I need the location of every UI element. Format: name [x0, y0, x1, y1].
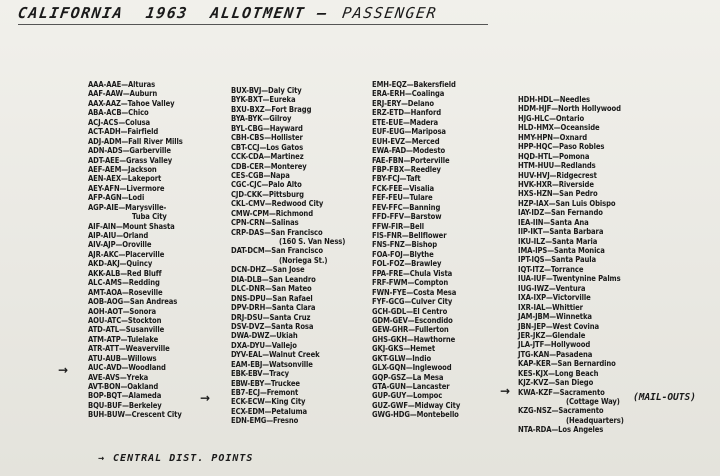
- allotment-entry: AMT-AOA—Roseville: [88, 287, 163, 297]
- allotment-entry: FNS-FNZ—Bishop: [372, 240, 437, 250]
- allotment-entry: EWA-FAD—Modesto: [372, 146, 446, 156]
- allotment-entry: ATR-ATT—Weaverville: [88, 344, 170, 354]
- allotment-entry: BQU-BUF—Berkeley: [88, 400, 162, 410]
- allotment-entry: EUH-EVZ—Merced: [372, 136, 440, 146]
- allotment-entry: ERZ-ETD—Hanford: [372, 108, 442, 118]
- allotment-entry: CJD-CKK—Pittsburg: [231, 189, 304, 199]
- allotment-entry: IAY-IDZ—San Fernando: [518, 208, 603, 218]
- allotment-entry: ABA-ACB—Chico: [88, 108, 149, 118]
- allotment-entry: ADT-AEE—Grass Valley: [88, 155, 173, 165]
- allotment-entry: EBW-EBY—Truckee: [231, 378, 300, 388]
- allotment-entry: ERJ-ERY—Delano: [372, 98, 435, 108]
- arrow-fresno-mark: →: [200, 391, 211, 405]
- allotment-entry: KES-KJX—Long Beach: [518, 368, 599, 378]
- allotment-entry: GCH-GDL—El Centro: [372, 306, 448, 316]
- allotment-entry: AOH-AOT—Sonora: [88, 306, 156, 316]
- allotment-entry: AJR-AKC—Placerville: [88, 249, 165, 259]
- allotment-entry: IUG-IWZ—Ventura: [518, 283, 586, 293]
- central-arrow: →: [98, 453, 106, 464]
- allotment-entry: AKD-AKJ—Quincy: [88, 259, 153, 269]
- allotment-entry: AAF-AAW—Auburn: [88, 89, 158, 99]
- allotment-entry: GLX-GQN—Inglewood: [372, 363, 452, 373]
- allotment-entry: FBP-FBX—Reedley: [372, 164, 441, 174]
- allotment-entry: EB7-ECJ—Fremont: [231, 388, 299, 397]
- allotment-entry: FRF-FWM—Compton: [372, 278, 449, 288]
- allotment-entry: GHS-GKH—Hawthorne: [372, 334, 456, 344]
- allotment-entry: CKL-CMV—Redwood City: [231, 199, 324, 209]
- allotment-entry: GWG-HDG—Montebello: [372, 410, 459, 420]
- allotment-entry: HDM-HJF—North Hollywood: [518, 104, 621, 114]
- allotment-entry: HLD-HMX—Oceanside: [518, 123, 600, 133]
- allotment-entry: CGC-CJC—Palo Alto: [231, 180, 302, 190]
- allotment-entry: ACJ-ACS—Colusa: [88, 117, 151, 127]
- allotment-entry: AKK-ALB—Red Bluff: [88, 268, 162, 278]
- allotment-entry: ALC-AMS—Redding: [88, 278, 160, 288]
- allotment-entry: BUH-BUW—Crescent City: [88, 410, 182, 420]
- allotment-entry: EBK-EBV—Tracy: [231, 369, 290, 379]
- allotment-entry: DIA-DLB—San Leandro: [231, 274, 316, 284]
- allotment-entry: FEV-FFC—Banning: [372, 202, 441, 212]
- allotment-entry: (Cottage Way): [566, 397, 620, 406]
- allotment-entry: AOB-AOG—San Andreas: [88, 297, 178, 307]
- central-dist-label: CENTRAL DIST. POINTS: [113, 453, 254, 464]
- allotment-entry: IMA-IPS—Santa Monica: [518, 246, 605, 255]
- allotment-entry: IIP-IKT—Santa Barbara: [518, 227, 604, 237]
- allotment-entry: ERA-ERH—Coalinga: [372, 89, 445, 99]
- arrow-oakland-mark: →: [58, 363, 69, 377]
- allotment-entry: ACT-ADH—Fairfield: [88, 127, 159, 137]
- allotment-entry: HMY-HPN—Oxnard: [518, 132, 588, 142]
- allotment-entry: BYL-CBG—Hayward: [231, 123, 303, 133]
- allotment-entry: EAM-EBJ—Watsonville: [231, 359, 313, 369]
- allotment-entry: HQD-HTL—Pomona: [518, 151, 590, 161]
- allotment-entry: IPT-IQS—Santa Paula: [518, 255, 596, 265]
- allotment-entry: EDN-EMG—Fresno: [231, 416, 299, 426]
- allotment-entry: FIS-FNR—Bellflower: [372, 231, 447, 240]
- allotment-entry: GDM-GEV—Escondido: [372, 315, 453, 325]
- allotment-entry: BXU-BXZ—Fort Bragg: [231, 104, 312, 114]
- allotment-entry: ECX-EDM—Petaluma: [231, 406, 307, 416]
- allotment-entry: AAX-AAZ—Tahoe Valley: [88, 98, 175, 108]
- allotment-entry: Tuba City: [132, 212, 167, 222]
- column-1: [88, 80, 183, 420]
- allotment-entry: DSV-DVZ—Santa Rosa: [231, 321, 314, 331]
- allotment-entry: KJZ-KVZ—San Diego: [518, 378, 594, 388]
- column-3: [372, 80, 460, 420]
- allotment-entry: HTM-HUU—Redlands: [518, 161, 596, 171]
- allotment-entry: FFW-FIR—Bell: [372, 221, 424, 231]
- allotment-entry: AFP-AGN—Lodi: [88, 193, 145, 203]
- allotment-entry: GUP-GUY—Lompoc: [372, 391, 443, 401]
- allotment-entry: EMH-EQZ—Bakersfield: [372, 80, 456, 89]
- allotment-entry: FOA-FOJ—Blythe: [372, 249, 434, 259]
- allotment-entry: AVT-BON—Oakland: [88, 382, 159, 391]
- allotment-entry: AIP-AIU—Orland: [88, 231, 149, 240]
- title-category: PASSENGER: [341, 4, 439, 22]
- allotment-entry: DPV-DRH—Santa Clara: [231, 303, 316, 313]
- allotment-entry: JTG-KAN—Pasadena: [518, 349, 593, 359]
- allotment-entry: CBT-CCJ—Los Gatos: [231, 142, 304, 152]
- allotment-entry: IEA-IIN—Santa Ana: [518, 217, 589, 227]
- allotment-entry: JAM-JBM—Winnetka: [518, 312, 592, 322]
- allotment-entry: FFD-FFV—Barstow: [372, 212, 442, 222]
- column-2: [231, 86, 345, 426]
- allotment-entry: DNS-DPU—San Rafael: [231, 293, 313, 303]
- title-type: ALLOTMENT: [209, 4, 307, 22]
- allotment-entry: EUF-EUG—Mariposa: [372, 127, 446, 137]
- allotment-entry: CDB-CER—Monterey: [231, 161, 307, 171]
- allotment-entry: HPP-HQC—Paso Robles: [518, 142, 605, 152]
- allotment-entry: DLC-DNR—San Mateo: [231, 284, 312, 294]
- allotment-entry: HDH-HDL—Needles: [518, 95, 590, 104]
- allotment-entry: KAP-KER—San Bernardino: [518, 359, 616, 369]
- allotment-entry: BOP-BQT—Alameda: [88, 391, 162, 401]
- allotment-entry: FCK-FEE—Visalia: [372, 183, 434, 193]
- allotment-entry: BYK-BXT—Eureka: [231, 95, 296, 105]
- allotment-entry: AIF-AIN—Mount Shasta: [88, 221, 175, 231]
- allotment-entry: DAT-DCM—San Francisco: [231, 246, 323, 256]
- allotment-entry: GKJ-GKS—Hemet: [372, 344, 436, 354]
- column-4: [518, 95, 624, 435]
- allotment-entry: HXS-HZN—San Pedro: [518, 189, 598, 199]
- allotment-entry: (160 S. Van Ness): [279, 237, 346, 246]
- allotment-entry: DRJ-DSU—Santa Cruz: [231, 312, 311, 322]
- allotment-entry: CPN-CRN—Salinas: [231, 218, 299, 228]
- allotment-entry: ATD-ATL—Susanville: [88, 325, 165, 335]
- allotment-entry: JER-JKZ—Glendale: [518, 330, 586, 340]
- allotment-entry: ATM-ATP—Tulelake: [88, 334, 159, 344]
- title-state: CALIFORNIA: [16, 4, 125, 22]
- allotment-entry: AUC-AVD—Woodland: [88, 363, 166, 373]
- allotment-entry: AAA-AAE—Alturas: [88, 80, 156, 89]
- allotment-entry: HUV-HVJ—Ridgecrest: [518, 170, 597, 180]
- allotment-entry: AEF-AEM—Jackson: [88, 164, 157, 174]
- allotment-entry: GUZ-GWF—Midway City: [372, 400, 461, 410]
- allotment-entry: GEW-GHR—Fullerton: [372, 325, 449, 335]
- allotment-entry: AIV-AJP—Oroville: [88, 240, 152, 250]
- allotment-entry: DXA-DYU—Vallejo: [231, 340, 297, 350]
- allotment-entry: (Noriega St.): [279, 255, 328, 265]
- allotment-entry: IUA-IUF—Twentynine Palms: [518, 274, 621, 284]
- allotment-entry: ADJ-ADM—Fall River Mills: [88, 136, 183, 146]
- allotment-entry: BUX-BVJ—Daly City: [231, 86, 302, 95]
- allotment-entry: FYF-GCG—Culver City: [372, 297, 453, 307]
- allotment-entry: CMW-CPM—Richmond: [231, 208, 313, 218]
- allotment-entry: DCN-DHZ—San Jose: [231, 265, 305, 275]
- allotment-entry: GTA-GUN—Lancaster: [372, 382, 450, 391]
- allotment-entry: AGP-AIE—Marysville-: [88, 202, 167, 212]
- allotment-entry: FWN-FYE—Costa Mesa: [372, 287, 457, 297]
- allotment-entry: HJG-HLC—Ontario: [518, 113, 585, 123]
- allotment-entry: FPA-FRE—Chula Vista: [372, 268, 453, 278]
- allotment-entry: KZG-NSZ—Sacramento: [518, 406, 604, 416]
- allotment-entry: (Headquarters): [566, 415, 624, 425]
- allotment-entry: CES-CGB—Napa: [231, 170, 290, 180]
- allotment-entry: AEN-AEX—Lakeport: [88, 174, 162, 184]
- allotment-entry: JBN-JEP—West Covina: [518, 321, 600, 331]
- allotment-entry: IKU-ILZ—Santa Maria: [518, 236, 598, 246]
- allotment-entry: IXA-IXP—Victorville: [518, 293, 591, 303]
- allotment-entry: FBY-FCJ—Taft: [372, 174, 421, 184]
- allotment-entry: ADN-ADS—Garberville: [88, 146, 171, 156]
- page-title: [17, 4, 451, 22]
- mail-outs-note: (MAIL-OUTS): [633, 392, 696, 403]
- allotment-entry: AVE-AVS—Yreka: [88, 372, 149, 382]
- allotment-entry: NTA-RDA—Los Angeles: [518, 425, 604, 435]
- allotment-entry: FEF-FEU—Tulare: [372, 193, 433, 203]
- allotment-entry: AOU-ATC—Stockton: [88, 315, 162, 325]
- allotment-entry: GQP-GSZ—La Mesa: [372, 372, 444, 382]
- allotment-entry: CRP-DAS—San Francisco: [231, 227, 323, 237]
- allotment-entry: FAE-FBN—Porterville: [372, 155, 450, 165]
- allotment-entry: ETE-EUE—Madera: [372, 117, 439, 127]
- allotment-entry: ECK-ECW—King City: [231, 397, 306, 407]
- allotment-entry: IQT-ITZ—Torrance: [518, 264, 584, 274]
- allotment-entry: BYA-BYK—Gilroy: [231, 114, 292, 124]
- title-year: 1963: [144, 4, 190, 22]
- title-underline: [18, 24, 488, 25]
- title-dash: —: [316, 4, 330, 22]
- arrow-sacramento-mark: →: [500, 384, 511, 398]
- allotment-entry: DWA-DWZ—Ukiah: [231, 331, 298, 341]
- central-dist-note: [98, 453, 253, 464]
- allotment-entry: ATU-AUB—Willows: [88, 353, 157, 363]
- allotment-entry: FOL-FOZ—Brawley: [372, 259, 442, 269]
- allotment-entry: GKT-GLW—Indio: [372, 353, 432, 363]
- allotment-entry: CBH-CBS—Hollister: [231, 133, 303, 143]
- allotment-entry: HZP-IAX—San Luis Obispo: [518, 198, 616, 208]
- allotment-entry: CCK-CDA—Martinez: [231, 152, 304, 162]
- allotment-entry: HVK-HXR—Riverside: [518, 179, 594, 189]
- allotment-entry: DYV-EAL—Walnut Creek: [231, 350, 320, 360]
- allotment-entry: JLA-JTF—Hollywood: [518, 340, 591, 350]
- allotment-entry: KWA-KZF—Sacramento: [518, 387, 605, 397]
- allotment-entry: IXR-IAL—Whittier: [518, 302, 583, 312]
- allotment-entry: AEY-AFN—Livermore: [88, 183, 165, 193]
